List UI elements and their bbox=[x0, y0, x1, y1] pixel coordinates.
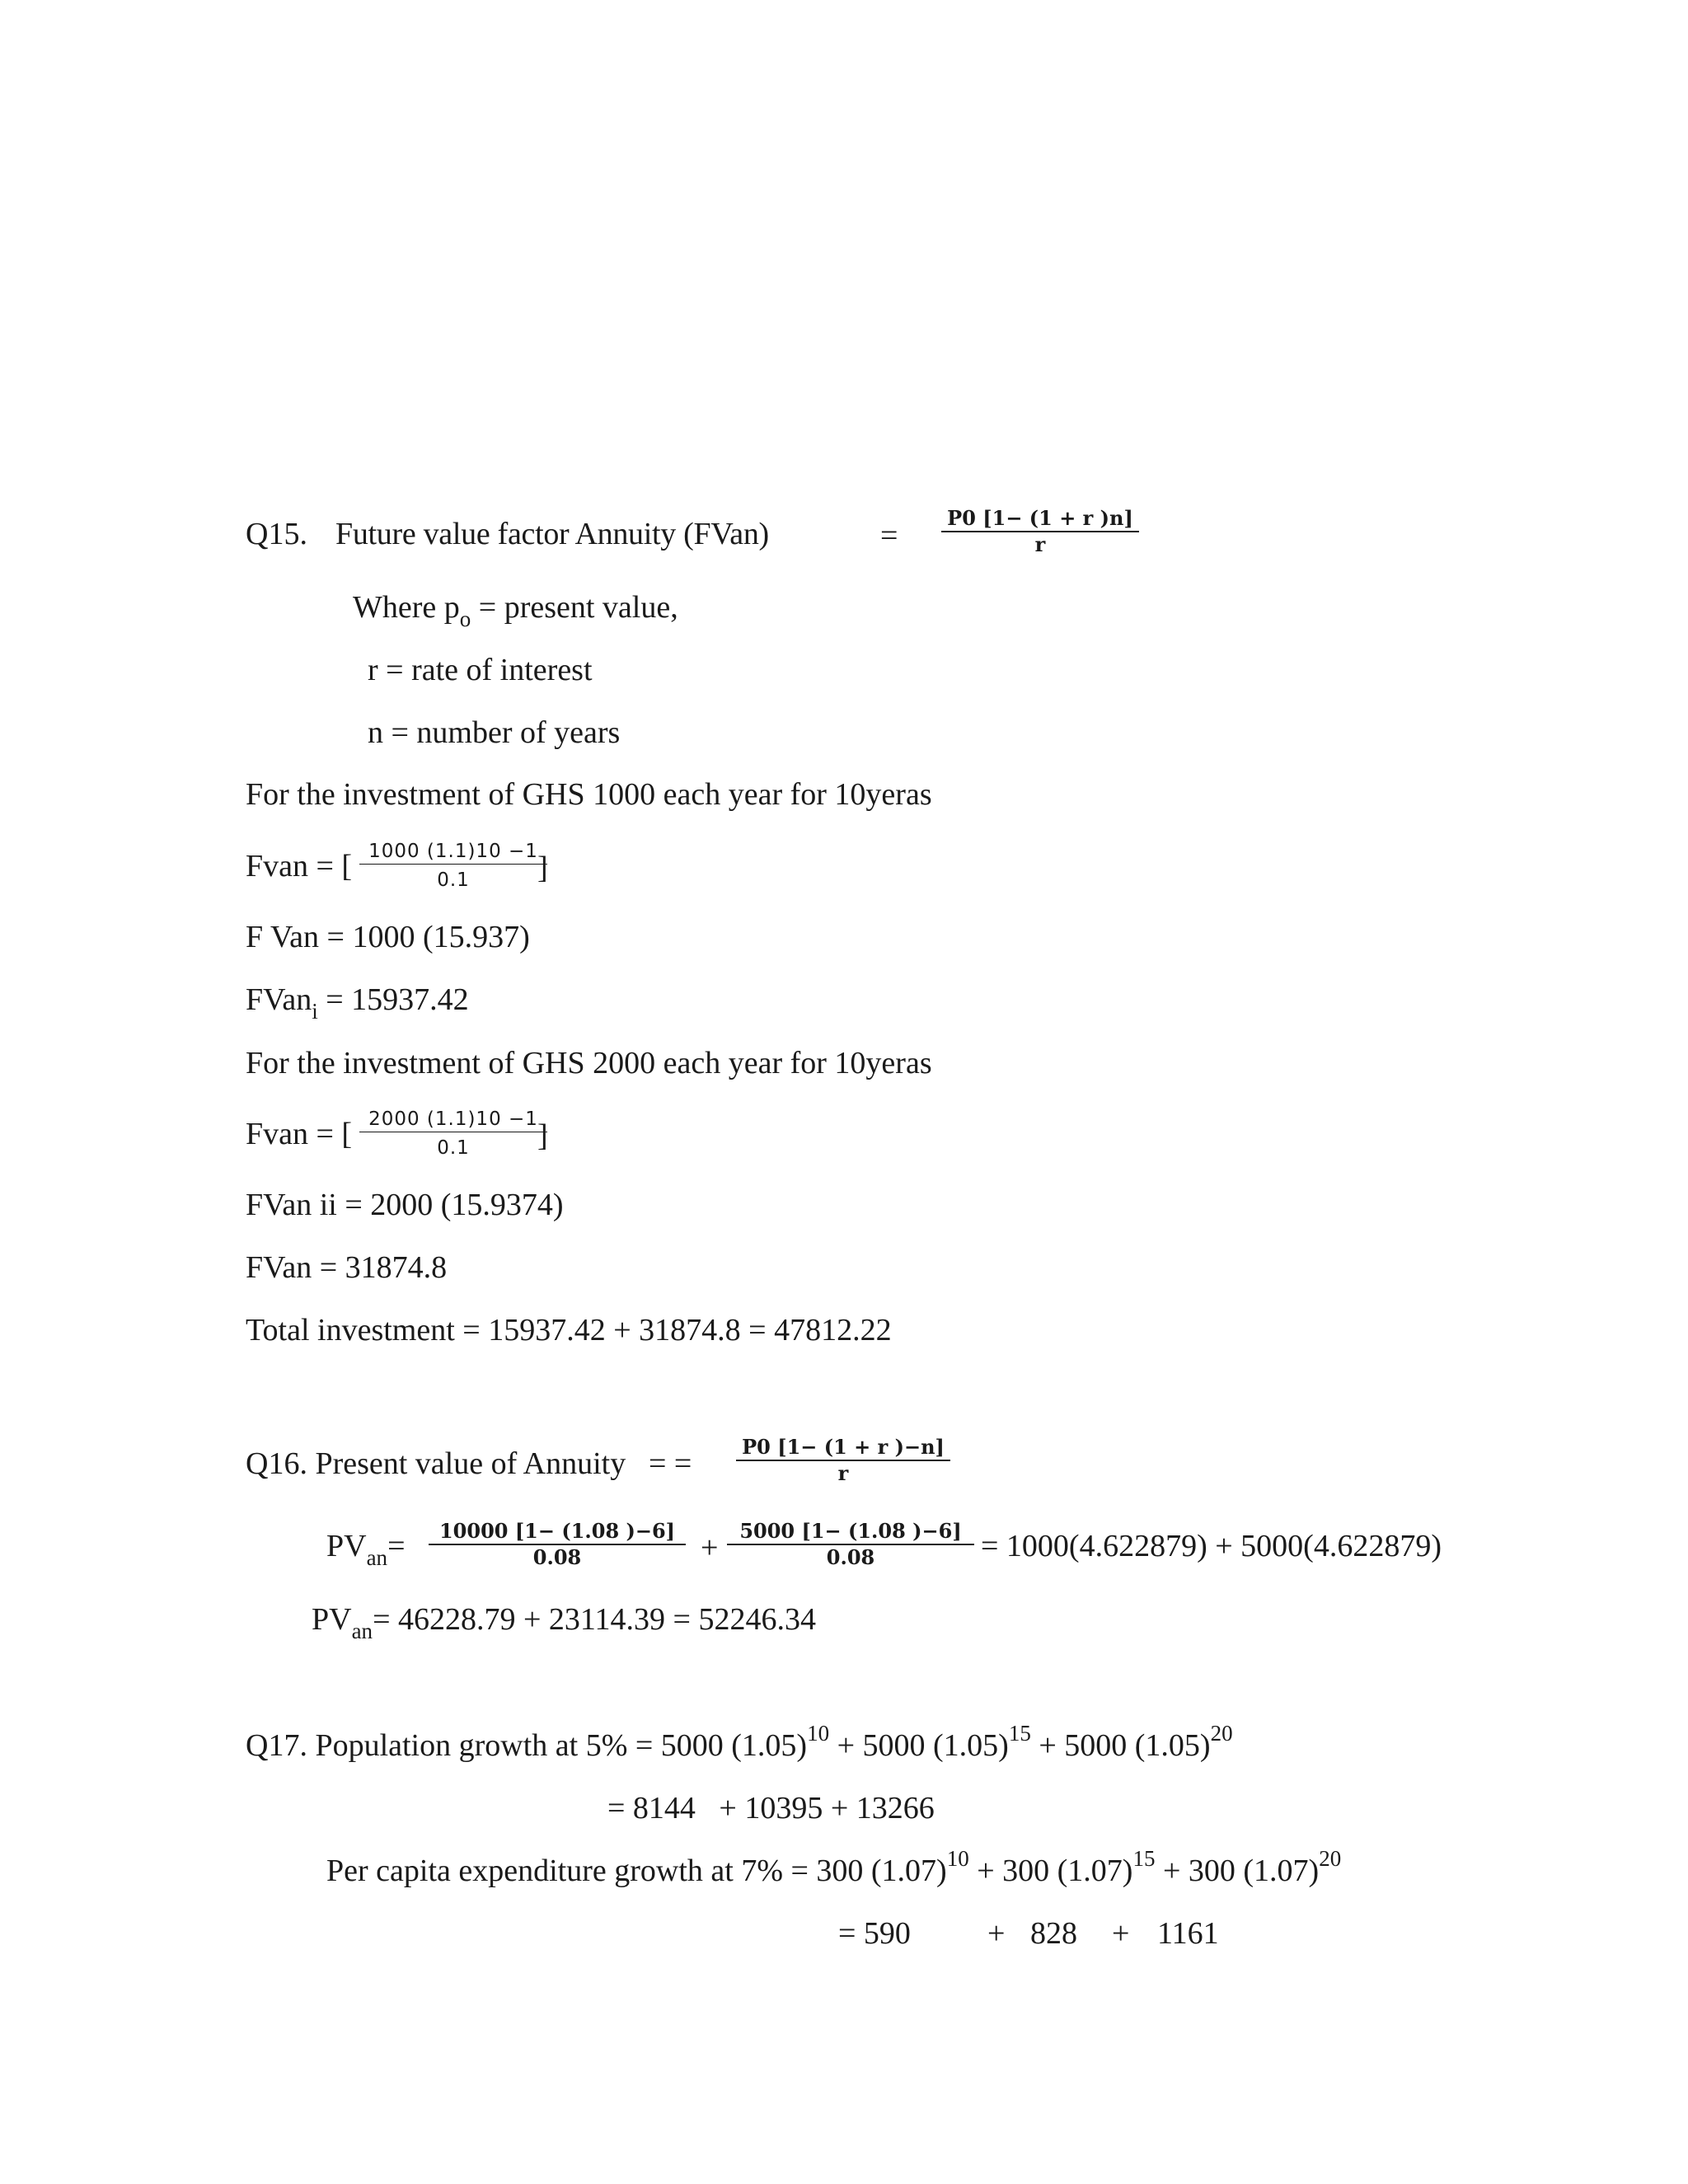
q17-expenditure-exp-15: 15 bbox=[1132, 1846, 1156, 1872]
pvan-fraction-1 bbox=[429, 1519, 686, 1570]
q15-equals: = bbox=[880, 518, 898, 553]
q17-population-exp-15: 15 bbox=[1008, 1721, 1031, 1746]
q16-formula-numerator: P0 [1− (1 + r )−n] bbox=[742, 1435, 945, 1459]
pvan-fraction-1-numerator: 10000 [1− (1.08 )−6] bbox=[438, 1519, 676, 1543]
q17-population-exp-20: 20 bbox=[1210, 1721, 1233, 1746]
pvan-fraction-1-denominator: 0.08 bbox=[532, 1545, 582, 1569]
q16-title: Q16. Present value of Annuity bbox=[246, 1446, 626, 1481]
fvan2-numerator: 2000 (1.1)10 −1 bbox=[368, 1108, 538, 1130]
where-line bbox=[353, 588, 678, 631]
fvan1-denominator: 0.1 bbox=[437, 869, 470, 891]
q15-formula bbox=[941, 506, 1139, 557]
fvan1-close-bracket: ] bbox=[537, 851, 548, 885]
pvan-fraction-result: = 1000(4.622879) + 5000(4.622879) bbox=[981, 1529, 1442, 1563]
q17-expenditure-plus-1: + bbox=[987, 1916, 1006, 1951]
q16-formula bbox=[736, 1435, 950, 1486]
q17-population-values: = 8144 + 10395 + 13266 bbox=[607, 1791, 935, 1825]
q17-expenditure-c: + 300 (1.07) bbox=[1155, 1854, 1320, 1888]
pvan-plus: + bbox=[701, 1530, 719, 1565]
q17-expenditure-line bbox=[326, 1846, 1342, 1890]
q17-expenditure-b: + 300 (1.07) bbox=[968, 1854, 1133, 1888]
fvan2-result: FVan ii = 2000 (15.9374) bbox=[246, 1188, 564, 1222]
where-subscript: o bbox=[459, 606, 471, 631]
fvan1-fraction bbox=[359, 839, 547, 893]
q16-equals: = = bbox=[649, 1446, 692, 1481]
where-prefix: Where p bbox=[353, 590, 460, 625]
definition-n: n = number of years bbox=[368, 715, 621, 750]
q17-population-b: + 5000 (1.05) bbox=[829, 1728, 1009, 1763]
investment-2-text: For the investment of GHS 2000 each year for 10yeras bbox=[246, 1046, 932, 1080]
q15-formula-denominator: r bbox=[1034, 532, 1046, 556]
q17-expenditure-value-2: 828 bbox=[1030, 1916, 1077, 1951]
fvan2-label: Fvan = [ bbox=[246, 1117, 353, 1151]
pvan-fraction-2 bbox=[727, 1519, 974, 1570]
fvan2-value: FVan = 31874.8 bbox=[246, 1250, 448, 1285]
pvan-total-line bbox=[312, 1601, 816, 1643]
fvan1-result: F Van = 1000 (15.937) bbox=[246, 920, 530, 954]
q17-expenditure-exp-10: 10 bbox=[946, 1846, 969, 1872]
fvani-line bbox=[246, 981, 469, 1024]
q17-expenditure-exp-20: 20 bbox=[1319, 1846, 1342, 1872]
fvani-subscript: i bbox=[312, 998, 318, 1024]
q17-population-a: Q17. Population growth at 5% = 5000 (1.05) bbox=[246, 1728, 808, 1763]
pvan-fraction-2-denominator: 0.08 bbox=[826, 1545, 875, 1569]
pvan-line bbox=[326, 1527, 406, 1570]
investment-1-text: For the investment of GHS 1000 each year for 10yeras bbox=[246, 777, 932, 812]
fvan2-close-bracket: ] bbox=[537, 1118, 548, 1153]
pvan-total-subscript: an bbox=[351, 1618, 373, 1643]
q17-population-exp-10: 10 bbox=[807, 1721, 830, 1746]
pvan-total-rest: = 46228.79 + 23114.39 = 52246.34 bbox=[373, 1602, 816, 1637]
pvan-equals: = bbox=[387, 1529, 406, 1563]
fvan2-denominator: 0.1 bbox=[437, 1137, 470, 1159]
q15-formula-numerator: P0 [1− (1 + r )n] bbox=[947, 506, 1133, 530]
pvan-total-prefix: PV bbox=[312, 1602, 352, 1637]
q17-expenditure-a: Per capita expenditure growth at 7% = 300 (1.07) bbox=[326, 1854, 947, 1888]
pvan-fraction-2-numerator: 5000 [1− (1.08 )−6] bbox=[739, 1519, 962, 1543]
where-rest: = present value, bbox=[471, 590, 678, 625]
fvani-rest: = 15937.42 bbox=[317, 982, 469, 1017]
q17-expenditure-plus-2: + bbox=[1112, 1916, 1130, 1951]
q15-label: Q15. bbox=[246, 517, 307, 551]
fvani-prefix: FVan bbox=[246, 982, 312, 1017]
pvan-prefix: PV bbox=[326, 1529, 367, 1563]
q17-expenditure-value-3: 1161 bbox=[1157, 1916, 1219, 1951]
q17-expenditure-value-1: = 590 bbox=[838, 1916, 911, 1951]
pvan-subscript: an bbox=[366, 1544, 388, 1570]
q17-population-c: + 5000 (1.05) bbox=[1030, 1728, 1211, 1763]
fvan1-bar bbox=[359, 864, 547, 865]
fvan1-label: Fvan = [ bbox=[246, 849, 353, 883]
q15-title: Future value factor Annuity (FVan) bbox=[335, 517, 769, 551]
q17-population-line bbox=[246, 1721, 1233, 1765]
fvan1-numerator: 1000 (1.1)10 −1 bbox=[368, 841, 538, 862]
fvan2-fraction bbox=[359, 1107, 547, 1160]
definition-r: r = rate of interest bbox=[368, 653, 593, 687]
total-investment: Total investment = 15937.42 + 31874.8 = 47812.22 bbox=[246, 1313, 892, 1347]
q16-formula-denominator: r bbox=[837, 1461, 849, 1485]
